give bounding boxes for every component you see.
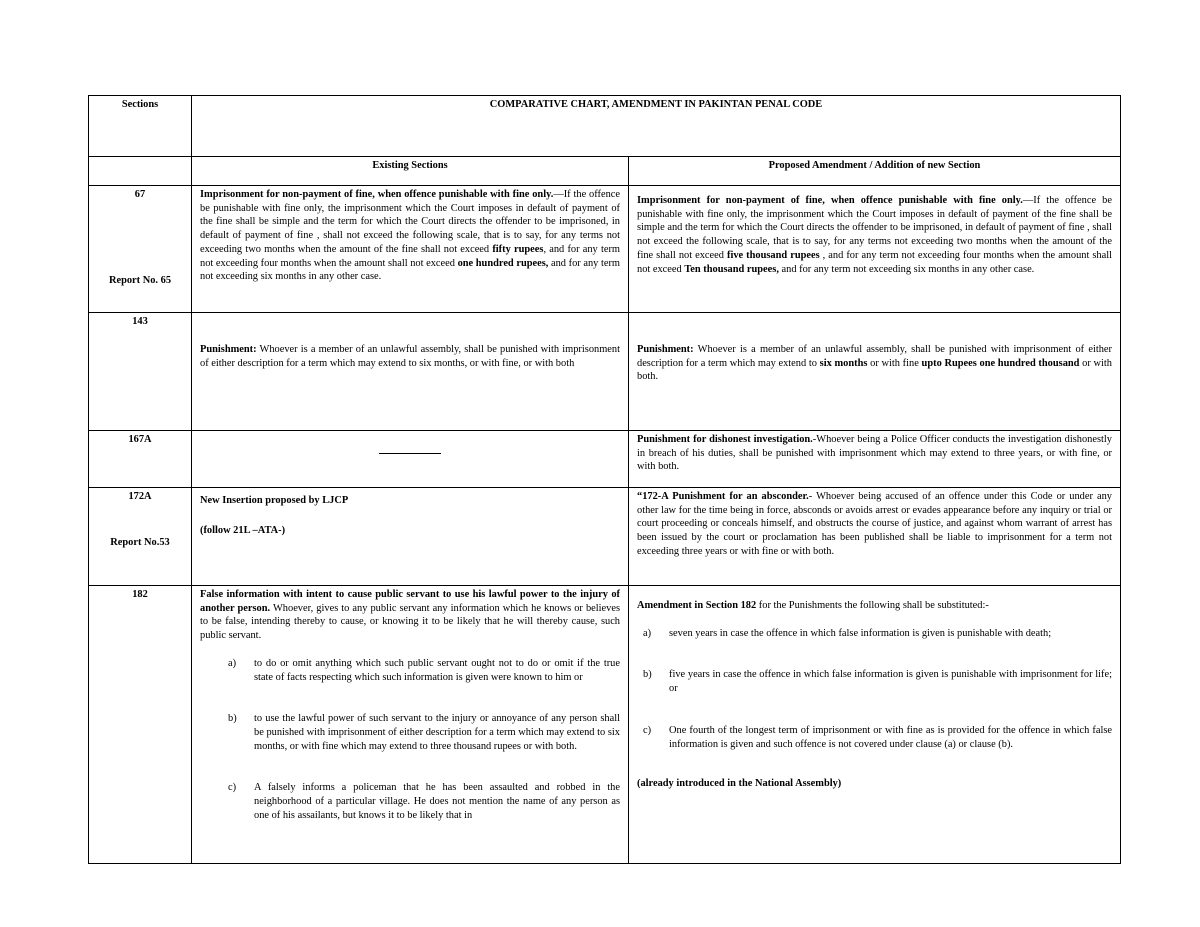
proposed-amendment-header: Proposed Amendment / Addition of new Section bbox=[629, 157, 1121, 186]
body-text: and for any term not exceeding six months in any other case. bbox=[200, 257, 621, 283]
section-heading: Punishment: bbox=[637, 344, 694, 355]
bold-amount: upto Rupees one hundred thousand bbox=[921, 357, 1080, 369]
list-item bbox=[643, 627, 1112, 641]
table-row bbox=[89, 313, 1121, 431]
comparative-chart-table bbox=[88, 95, 1121, 864]
section-number: 182 bbox=[132, 589, 148, 600]
report-reference: Report No.53 bbox=[110, 536, 170, 548]
status-note: (already introduced in the National Assembly) bbox=[637, 778, 842, 790]
item-label: c) bbox=[228, 782, 237, 794]
section-heading: False information with intent to cause public servant to use his lawful power to the injury of another person. bbox=[200, 589, 620, 614]
item-text: to do or omit anything which such public servant ought not to do or omit if the true state of facts respecting which such information is given were known to him or bbox=[254, 657, 620, 683]
body-text: Whoever, gives to any public servant any information which he knows or believes to be false, intending thereby to cause, or knowing it to be likely that he will thereby cause, such public servant. bbox=[200, 602, 620, 642]
report-reference: Report No. 65 bbox=[108, 274, 172, 286]
section-number: 167A bbox=[128, 434, 152, 445]
bold-amount: fifty rupees bbox=[492, 243, 544, 255]
item-label: b) bbox=[228, 713, 237, 725]
body-text: -Whoever being a Police Officer conducts the investigation dishonestly in breach of his duties, shall be punished with imprisonment which may extend to three years, or with fine, or with both. bbox=[637, 434, 1113, 473]
existing-sections-header: Existing Sections bbox=[192, 157, 629, 186]
existing-section-text bbox=[192, 488, 629, 586]
body-text: Whoever is a member of an unlawful assembly, shall be punished with imprisonment of either description for a term which may extend to bbox=[637, 344, 1112, 369]
item-label: b) bbox=[643, 669, 652, 681]
item-text: to use the lawful power of such servant to the injury or annoyance of any person shall be punished with imprisonment of either description for a term which may extend to six months, or with fine which may extend to three thousand rupees or with both. bbox=[254, 713, 620, 752]
section-number: 172A bbox=[128, 491, 152, 502]
list-item bbox=[228, 712, 620, 753]
list-item bbox=[643, 724, 1112, 751]
column-header-row bbox=[89, 157, 1121, 186]
list-item bbox=[228, 781, 620, 822]
item-label: a) bbox=[643, 627, 652, 639]
body-text: and for any term not exceeding six months in any other case. bbox=[778, 263, 1035, 275]
list-item bbox=[228, 657, 620, 684]
table-row bbox=[89, 431, 1121, 488]
table-row bbox=[89, 488, 1121, 586]
section-heading: Amendment in Section 182 bbox=[637, 600, 757, 611]
section-number: 67 bbox=[134, 189, 146, 200]
body-text: or with fine bbox=[867, 357, 922, 369]
body-text: , and for any term not exceeding four months when the amount shall not exceed bbox=[637, 249, 1113, 275]
bold-amount: Ten thousand rupees, bbox=[684, 263, 779, 275]
table-row bbox=[89, 186, 1121, 313]
bold-amount: five thousand rupees bbox=[727, 249, 820, 261]
existing-section-text bbox=[192, 186, 629, 313]
bold-amount: one hundred rupees, bbox=[457, 257, 549, 269]
body-text: or with both. bbox=[637, 357, 1112, 383]
section-heading: Imprisonment for non-payment of fine, when offence punishable with fine only. bbox=[637, 195, 1023, 206]
blank-dash-line bbox=[379, 453, 441, 454]
existing-section-text bbox=[192, 586, 629, 864]
existing-section-empty bbox=[192, 431, 629, 488]
empty-header-cell bbox=[89, 157, 192, 186]
follow-note: (follow 21L –ATA-) bbox=[200, 524, 286, 536]
item-text: five years in case the offence in which false information is given is punishable with imprisonment for life; or bbox=[669, 669, 1112, 695]
insertion-note: New Insertion proposed by LJCP bbox=[200, 495, 349, 506]
section-heading: Imprisonment for non-payment of fine, when offence punishable with fine only. bbox=[200, 189, 554, 200]
proposed-section-text bbox=[629, 586, 1121, 864]
section-heading: “172-A Punishment for an absconder. bbox=[637, 491, 809, 502]
body-text: —If the offence be punishable with fine only, the imprisonment which the Court imposes in default of payment of the fine shall be simple and the term for which the Court directs the offender to be imprisoned, in default of payment of fine , shall not exceed the following scale, that is to say, for any terms not exceeding two months when the amount of the fine shall not exceed bbox=[200, 189, 620, 255]
chart-title: COMPARATIVE CHART, AMENDMENT IN PAKINTAN PENAL CODE bbox=[192, 96, 1121, 157]
section-heading: Punishment for dishonest investigation. bbox=[637, 434, 813, 445]
bold-term: six months bbox=[819, 357, 868, 369]
list-item bbox=[643, 668, 1112, 695]
item-label: c) bbox=[643, 724, 652, 736]
section-cell bbox=[89, 313, 192, 431]
item-label: a) bbox=[228, 657, 237, 669]
body-text: —If the offence be punishable with fine only, the imprisonment which the Court imposes in default of payment of the fine shall be simple and the term for which the Court directs the offender to be imprisoned, in default of payment of fine , shall not exceed the following scale, that is to say, for any terms not exceeding two months when the amount of the fine shall not exceed bbox=[637, 195, 1112, 261]
section-number: 143 bbox=[132, 316, 148, 327]
proposed-section-text bbox=[629, 431, 1121, 488]
proposed-section-text bbox=[629, 488, 1121, 586]
section-cell bbox=[89, 586, 192, 864]
section-cell bbox=[89, 431, 192, 488]
body-text: for the Punishments the following shall be substituted:- bbox=[756, 600, 989, 611]
item-text: One fourth of the longest term of imprisonment or with fine as is provided for the offence in which false information is given and such offence is not covered under clause (a) or clause (b). bbox=[669, 724, 1112, 750]
body-text: , and for any term not exceeding four months when the amount shall not exceed bbox=[200, 243, 620, 269]
section-heading: Punishment: bbox=[200, 344, 257, 355]
proposed-section-text bbox=[629, 186, 1121, 313]
section-cell bbox=[89, 488, 192, 586]
title-row bbox=[89, 96, 1121, 157]
item-text: seven years in case the offence in which false information is given is punishable with death; bbox=[669, 627, 1052, 639]
sections-header: Sections bbox=[89, 96, 192, 157]
item-text: A falsely informs a policeman that he has been assaulted and robbed in the neighborhood of a particular village. He does not mention the name of any person as one of his assailants, but knows it to be likely that in bbox=[254, 782, 620, 821]
body-text: - Whoever being accused of an offence under this Code or under any other law for the time being in force, absconds or avoids arrest or evades appearance before any inquiry or trial or court proceeding or conceals himself, and obstructs the course of justice, and against whom warrant of arrest has been issued by the court or proclamation has been published shall be liable to imprisonment for a term not exceeding three years or with fine or with both. bbox=[637, 491, 1112, 557]
proposed-section-text bbox=[629, 313, 1121, 431]
body-text: Whoever is a member of an unlawful assembly, shall be punished with imprisonment of either description for a term which may extend to six months, or with fine, or with both bbox=[200, 344, 620, 369]
existing-section-text bbox=[192, 313, 629, 431]
section-cell bbox=[89, 186, 192, 313]
table-row bbox=[89, 586, 1121, 864]
